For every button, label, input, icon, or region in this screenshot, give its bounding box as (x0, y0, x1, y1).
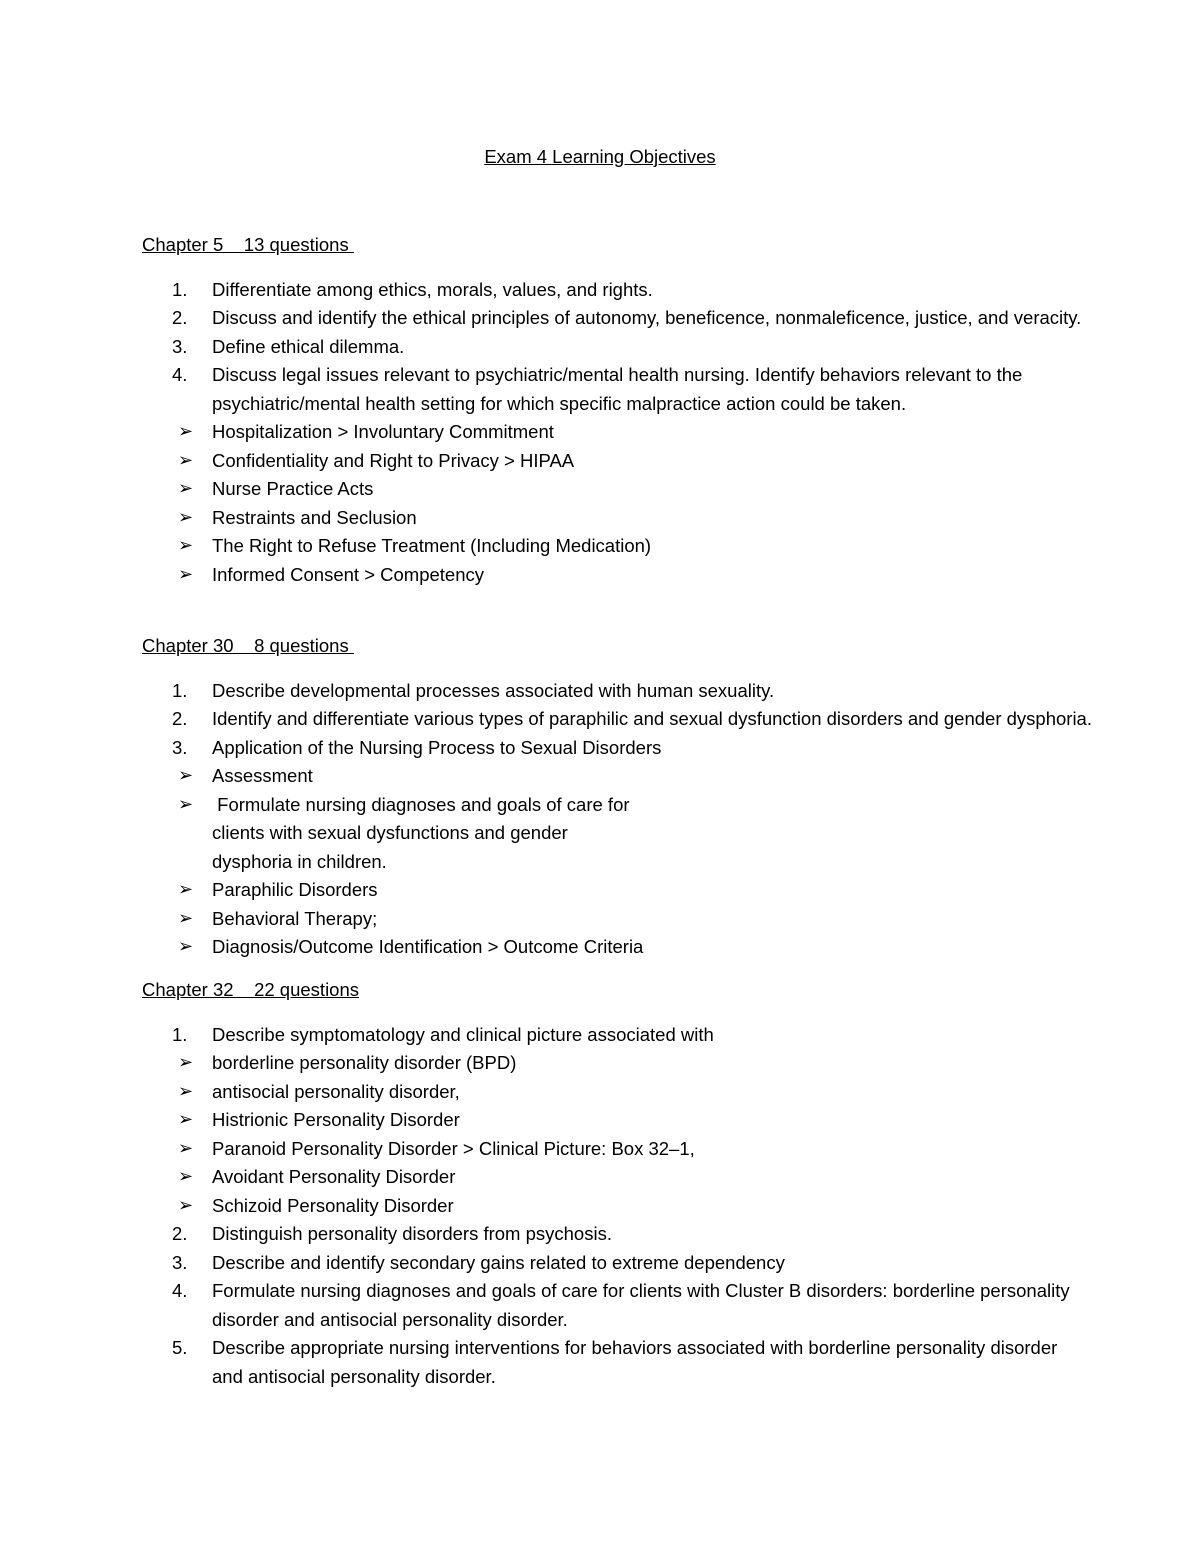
arrowhead-bullet-icon: ➢ (178, 936, 194, 957)
bullet-text: Behavioral Therapy; (212, 907, 378, 929)
bullet-item (178, 1163, 1092, 1192)
arrowhead-bullet-icon: ➢ (178, 1137, 194, 1159)
bullet-text: Schizoid Personality Disorder (212, 1194, 454, 1216)
list-item (142, 1220, 1092, 1249)
document-title: Exam 4 Learning Objectives (484, 146, 716, 167)
item-number: 2. (172, 1223, 188, 1244)
list-item (142, 705, 1092, 734)
item-number: 3. (172, 1251, 188, 1273)
item-number: 2. (172, 708, 188, 729)
item-text: Formulate nursing diagnoses and goals of care for clients with Cluster B disorders: borderline personality disorder and antisocial personality disorder. (212, 1280, 1070, 1330)
item-number: 5. (172, 1337, 188, 1358)
item-number: 1. (172, 679, 188, 701)
bullet-text: borderline personality disorder (BPD) (212, 1052, 517, 1073)
bullet-text: Assessment (212, 765, 313, 786)
bullet-text: Hospitalization > Involuntary Commitment (212, 421, 554, 442)
section-heading: Chapter 32 22 questions (142, 979, 360, 1000)
objective-list (142, 677, 1092, 962)
bullet-item (178, 1078, 1092, 1107)
bullet-text: Confidentiality and Right to Privacy > HIPAA (212, 449, 575, 471)
section-chapter-5 (142, 231, 1092, 589)
arrowhead-bullet-icon: ➢ (178, 1109, 194, 1130)
bullet-item (178, 561, 1092, 590)
item-number: 4. (172, 1280, 188, 1301)
bullet-item (178, 418, 1092, 447)
bullet-text: Paranoid Personality Disorder > Clinical Picture: Box 32–1, (212, 1137, 695, 1159)
arrowhead-bullet-icon: ➢ (178, 1052, 194, 1073)
item-text: Identify and differentiate various types of paraphilic and sexual dysfunction disorders and gender dysphoria. (212, 708, 1092, 729)
arrowhead-bullet-icon: ➢ (178, 478, 194, 499)
bullet-text: Nurse Practice Acts (212, 478, 374, 499)
bullet-text: antisocial personality disorder, (212, 1080, 460, 1102)
item-text: Describe and identify secondary gains related to extreme dependency (212, 1251, 785, 1273)
section-chapter-30 (142, 632, 1092, 962)
arrowhead-bullet-icon: ➢ (178, 907, 194, 929)
arrowhead-bullet-icon: ➢ (178, 793, 194, 815)
bullet-item (178, 905, 652, 934)
bullet-list (178, 1049, 1092, 1220)
bullet-item (178, 532, 1092, 561)
section-heading: Chapter 5 13 questions (142, 234, 354, 255)
arrowhead-bullet-icon: ➢ (178, 1166, 194, 1187)
item-number: 1. (172, 1023, 188, 1045)
bullet-text: Avoidant Personality Disorder (212, 1166, 456, 1187)
arrowhead-bullet-icon: ➢ (178, 765, 194, 786)
list-item (142, 1277, 1092, 1334)
bullet-text: The Right to Refuse Treatment (Including Medication) (212, 535, 652, 556)
bullet-item (178, 933, 652, 962)
list-item (142, 1021, 1092, 1221)
bullet-text: Informed Consent > Competency (212, 563, 484, 585)
item-text: Define ethical dilemma. (212, 335, 405, 357)
bullet-item (178, 1192, 1092, 1221)
arrowhead-bullet-icon: ➢ (178, 506, 194, 528)
item-number: 3. (172, 335, 188, 357)
objective-list (142, 276, 1092, 590)
item-number: 3. (172, 736, 188, 758)
objective-list (142, 1021, 1092, 1392)
list-item (142, 1334, 1092, 1391)
bullet-list (178, 762, 652, 962)
bullet-item (178, 1135, 1092, 1164)
list-item (142, 677, 1092, 706)
item-text: Describe developmental processes associated with human sexuality. (212, 679, 775, 701)
arrowhead-bullet-icon: ➢ (178, 421, 194, 442)
item-number: 4. (172, 364, 188, 385)
arrowhead-bullet-icon: ➢ (178, 1194, 194, 1216)
bullet-text: Formulate nursing diagnoses and goals of care for clients with sexual dysfunctions and gender dysphoria in children. (212, 793, 635, 872)
arrowhead-bullet-icon: ➢ (178, 1080, 194, 1102)
bullet-list (178, 418, 1092, 589)
bullet-text: Diagnosis/Outcome Identification > Outcome Criteria (212, 936, 644, 957)
bullet-item (178, 762, 652, 791)
bullet-item (178, 447, 1092, 476)
item-text: Discuss and identify the ethical principles of autonomy, beneficence, nonmaleficence, justice, and veracity. (212, 307, 1082, 328)
list-item (142, 333, 1092, 362)
bullet-item (178, 876, 652, 905)
item-number: 2. (172, 307, 188, 328)
item-text: Describe symptomatology and clinical picture associated with (212, 1023, 714, 1045)
section-chapter-32 (142, 976, 1092, 1391)
item-text: Differentiate among ethics, morals, values, and rights. (212, 278, 653, 300)
arrowhead-bullet-icon: ➢ (178, 535, 194, 556)
bullet-item (178, 1049, 1092, 1078)
bullet-text: Paraphilic Disorders (212, 879, 378, 900)
item-text: Distinguish personality disorders from psychosis. (212, 1223, 612, 1244)
section-heading: Chapter 30 8 questions (142, 635, 354, 656)
bullet-text: Histrionic Personality Disorder (212, 1109, 460, 1130)
bullet-item (178, 1106, 1092, 1135)
item-number: 1. (172, 278, 188, 300)
arrowhead-bullet-icon: ➢ (178, 449, 194, 471)
bullet-item (178, 504, 1092, 533)
list-item (142, 276, 1092, 305)
item-text: Describe appropriate nursing interventions for behaviors associated with borderline personality disorder and antisocial personality disorder. (212, 1337, 1058, 1387)
item-text: Application of the Nursing Process to Sexual Disorders (212, 736, 662, 758)
item-text: Discuss legal issues relevant to psychiatric/mental health nursing. Identify behaviors relevant to the psychiatric/mental health setting for which specific malpractice action could be taken. (212, 364, 1023, 414)
bullet-text: Restraints and Seclusion (212, 506, 417, 528)
list-item (142, 304, 1092, 333)
bullet-item (178, 475, 1092, 504)
list-item (142, 361, 1092, 589)
arrowhead-bullet-icon: ➢ (178, 879, 194, 900)
arrowhead-bullet-icon: ➢ (178, 563, 194, 585)
list-item (142, 1249, 1092, 1278)
bullet-item (178, 791, 652, 877)
list-item (142, 734, 1092, 962)
